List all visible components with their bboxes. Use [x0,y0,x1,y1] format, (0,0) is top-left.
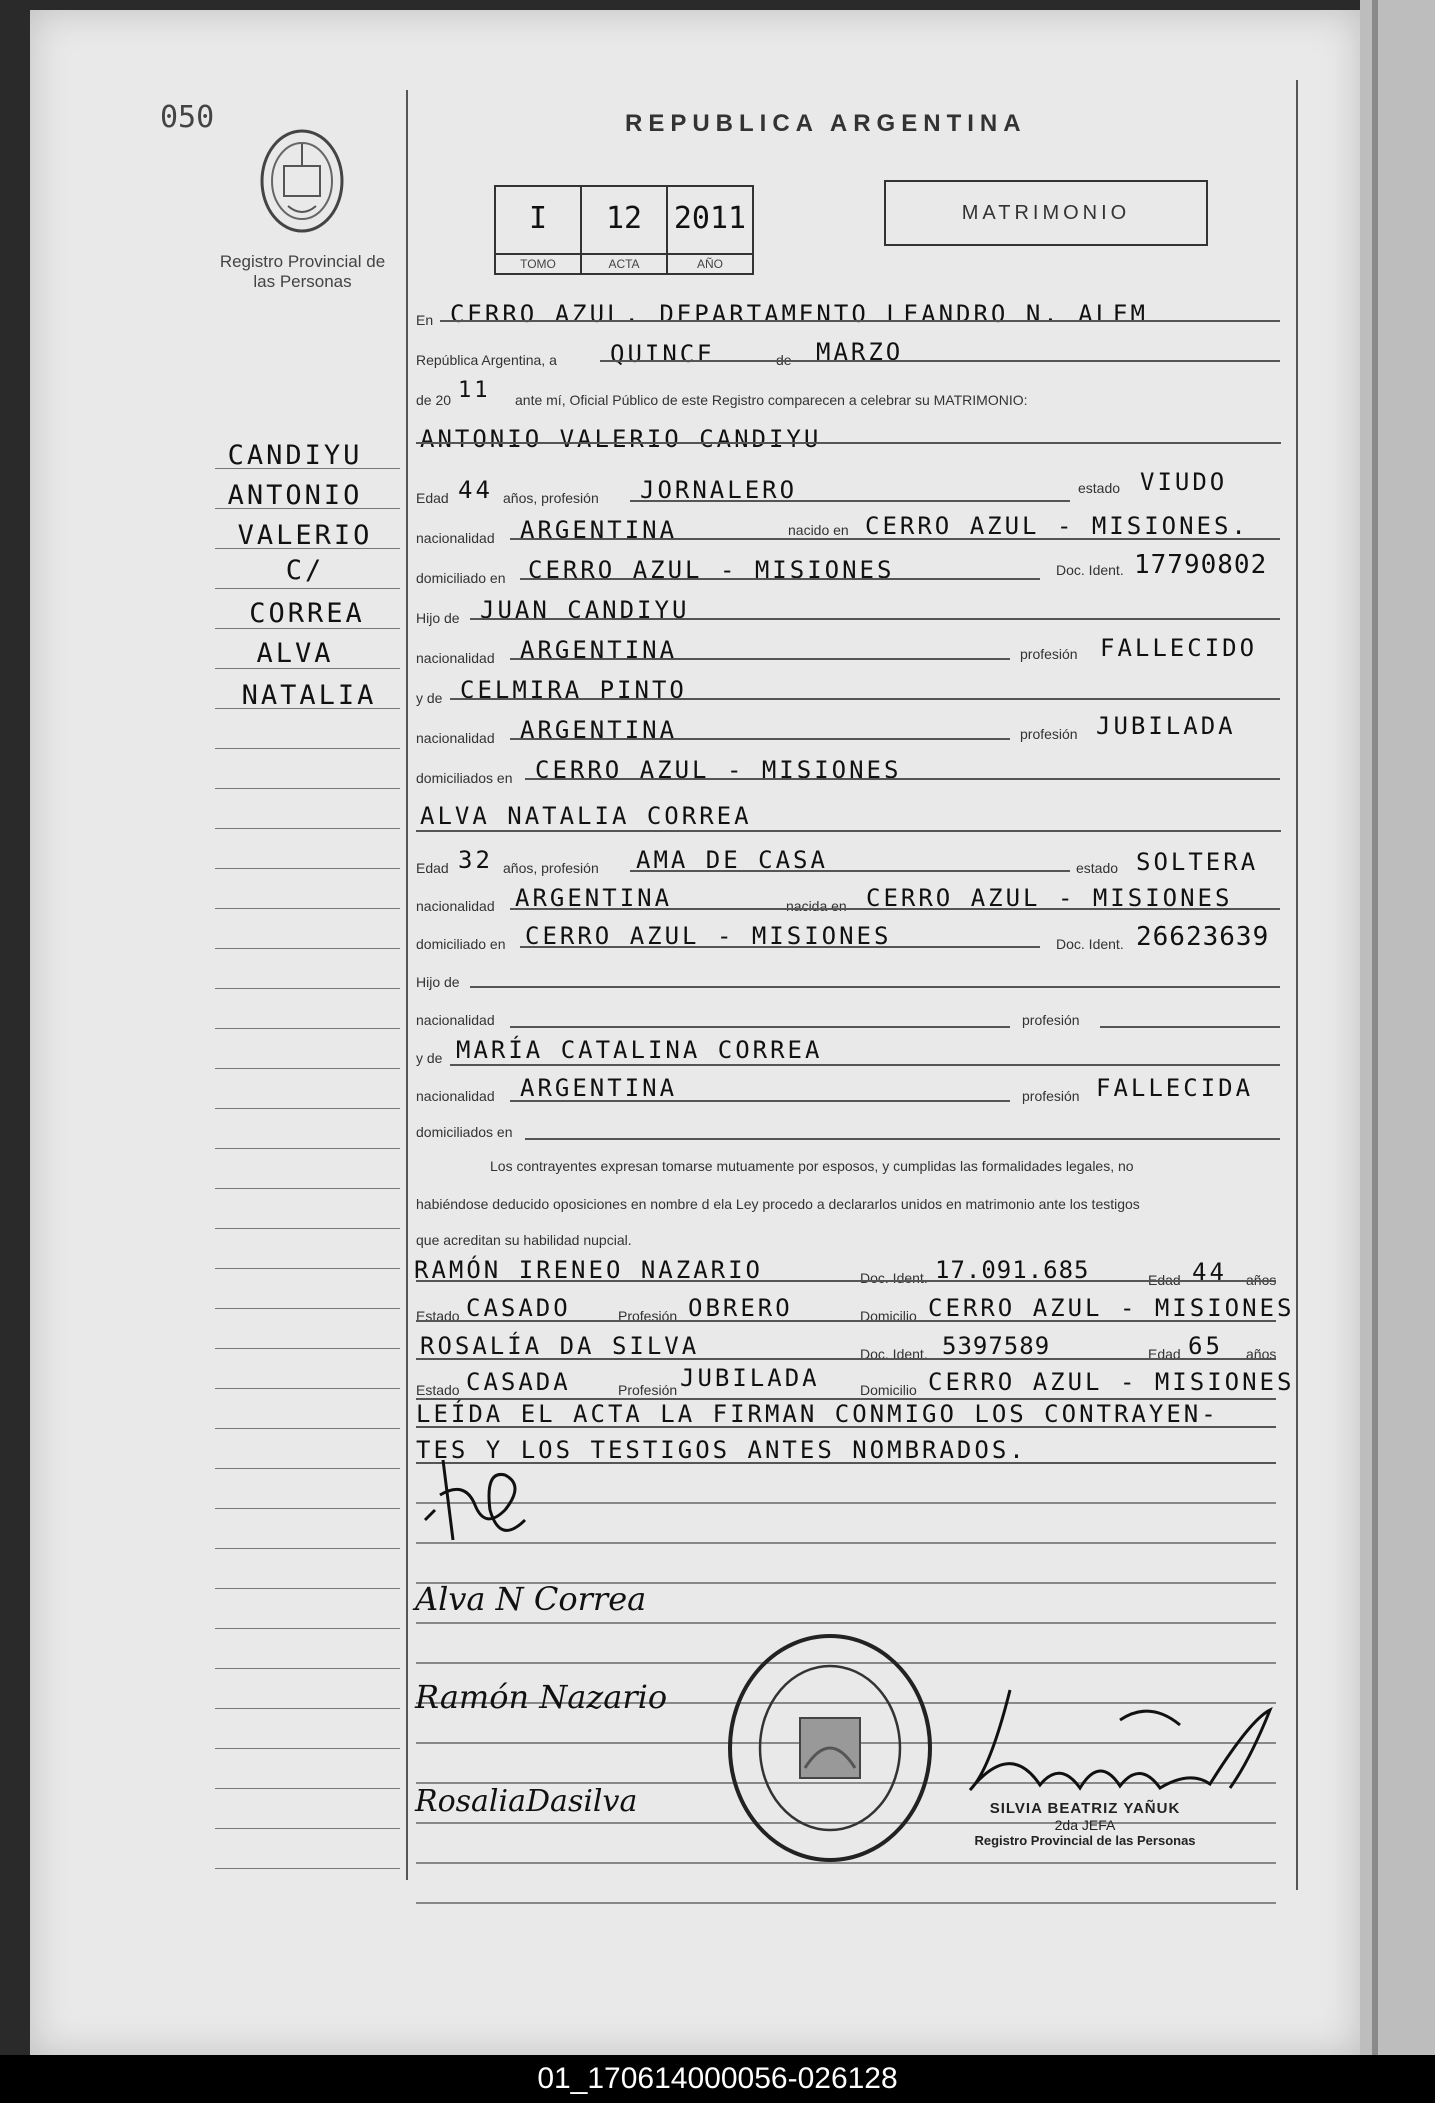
mother-nat-line [510,738,1010,740]
witness2-address: CERRO AZUL - MISIONES [928,1368,1295,1396]
margin-rule [215,1588,400,1589]
witness2-profession: JUBILADA [680,1364,820,1392]
nacionalidad-label: nacionalidad [416,650,495,666]
margin-rule [215,548,400,549]
margin-name-line: ALVA [256,638,334,669]
witness1-name: RAMÓN IRENEO NAZARIO [414,1256,763,1284]
margin-rule [215,1788,400,1789]
closing-line-2: TES Y LOS TESTIGOS ANTES NOMBRADOS. [416,1436,1027,1464]
profesion-label: profesión [1020,726,1078,742]
doc-label: Doc. Ident. [860,1270,928,1286]
margin-name-line: CANDIYU [227,440,363,471]
witness1-profession: OBRERO [688,1294,793,1322]
mother-line [450,698,1280,700]
groom-mother-nationality: ARGENTINA [520,716,678,744]
declaration-line-3: que acreditan su habilidad nupcial. [416,1232,632,1248]
margin-rule [215,1028,400,1029]
acta-label: ACTA [582,253,666,273]
father-nat-line [510,658,1010,660]
nacido-label: nacido en [788,522,849,538]
declaration-line-2: habiéndose deducido oposiciones en nombre d ela Ley procedo a declararlos unidos en matrimonio ante los testigos [416,1196,1140,1212]
republica-label: República Argentina, a [416,352,557,368]
estado-label: estado [1078,480,1121,496]
margin-rule [215,1868,400,1869]
margin-rule [215,748,400,749]
bride-name-line [416,830,1281,832]
margin-rule [215,1508,400,1509]
official-block [950,1800,1220,1848]
groom-doc: 17790802 [1134,550,1268,580]
ano-label: AÑO [668,253,752,273]
official-name: SILVIA BEATRIZ YAÑUK [989,1800,1181,1817]
margin-rule [215,1108,400,1109]
yde-label: y de [416,1050,443,1066]
year-prefix: de 20 [416,392,452,408]
margin-rule [215,668,400,669]
signature-rule [416,1902,1276,1904]
hijo-label: Hijo de [416,974,460,990]
de-label: de [776,352,792,368]
profesion-label: profesión [1022,1012,1080,1028]
anos-label: años [1246,1346,1277,1362]
margin-rule [215,1828,400,1829]
margin-rule [215,468,400,469]
birth-line [510,538,1280,540]
bride-mother-nationality: ARGENTINA [520,1074,678,1102]
margin-rule [215,908,400,909]
groom-father-profession: FALLECIDO [1100,634,1258,662]
margin-rule [215,1148,400,1149]
margin-rule [215,828,400,829]
witness1-address: CERRO AZUL - MISIONES [928,1294,1295,1322]
anos-profesion-label: años, profesión [503,860,599,876]
domiciliados-label: domiciliados en [416,1124,513,1140]
margin-rule [215,1268,400,1269]
witness1-line-2 [416,1320,1276,1322]
groom-father-nationality: ARGENTINA [520,636,678,664]
edad-label: Edad [416,490,449,506]
groom-address: CERRO AZUL - MISIONES [528,556,895,584]
estado-label: Estado [416,1382,460,1398]
margin-rule [215,1308,400,1309]
bride-mother-profession: FALLECIDA [1096,1074,1254,1102]
edad-label: Edad [416,860,449,876]
bride-name: ALVA NATALIA CORREA [420,802,752,830]
declaration-line-1: Los contrayentes expresan tomarse mutuamente por esposos, y cumplidas las formalidades legales, no [490,1158,1134,1174]
margin-name-line: NATALIA [241,680,377,711]
domicilio-label: Domicilio [860,1382,917,1398]
bride-mother: MARÍA CATALINA CORREA [456,1036,823,1064]
bride-mother-nat-line [510,1100,1010,1102]
place-line [440,320,1280,322]
closing-line-1: LEÍDA EL ACTA LA FIRMAN CONMIGO LOS CONTRAYEN- [416,1400,1219,1428]
margin-rule [215,948,400,949]
hijo-label: Hijo de [416,610,460,626]
witness2-status: CASADA [466,1368,571,1396]
anos-profesion-label: años, profesión [503,490,599,506]
yde-label: y de [416,690,443,706]
groom-name: ANTONIO VALERIO CANDIYU [420,425,822,453]
margin-rule [215,1068,400,1069]
witness2-name: ROSALÍA DA SILVA [420,1332,700,1360]
margin-name-line: VALERIO [237,520,373,551]
margin-rule [215,1708,400,1709]
bride-status: SOLTERA [1136,848,1259,876]
groom-mother: CELMIRA PINTO [460,676,687,704]
official-signature-icon [950,1680,1290,1810]
signature-rule [416,1622,1276,1624]
domiciliado-label: domiciliado en [416,570,506,586]
bride-address-line [520,946,1040,948]
nacionalidad-label: nacionalidad [416,1088,495,1104]
month-value: MARZO [816,338,904,366]
nacionalidad-label: nacionalidad [416,730,495,746]
margin-rule [215,588,400,589]
witness1-signature: Ramón Nazario [415,1678,668,1716]
bride-parents-address-line [525,1138,1280,1140]
groom-parents-address: CERRO AZUL - MISIONES [535,756,902,784]
margin-name-line: C/ [285,555,325,586]
ano-value: 2011 [673,201,747,236]
bride-profession-line [630,870,1070,872]
margin-rule [215,508,400,509]
day-value: QUINCE [610,340,715,368]
signature-rule [416,1502,1276,1504]
witness2-signature: RosaliaDasilva [415,1784,638,1819]
edad-label: Edad [1148,1272,1181,1288]
witness1-status: CASADO [466,1294,571,1322]
profesion-label: Profesión [618,1382,678,1398]
groom-signature-icon [415,1450,545,1550]
tomo-cell [496,187,582,273]
nacida-label: nacida en [786,898,847,914]
margin-rule [215,1188,400,1189]
official-role: 2da JEFA [1054,1817,1116,1833]
margin-divider [406,90,408,1880]
bride-birthplace: CERRO AZUL - MISIONES [866,884,1233,912]
domiciliados-label: domiciliados en [416,770,513,786]
doc-label: Doc. Ident. [1056,562,1124,578]
estado-label: estado [1076,860,1119,876]
anos-label: años [1246,1272,1277,1288]
bride-nationality: ARGENTINA [515,884,673,912]
profesion-label: profesión [1020,646,1078,662]
bride-birth-line [510,908,1280,910]
witness1-line [416,1280,1276,1282]
margin-rule [215,628,400,629]
closing-rule-2 [416,1462,1276,1464]
groom-birthplace: CERRO AZUL - MISIONES. [865,512,1249,540]
witness2-line [416,1358,1276,1360]
image-id-footer: 01_170614000056-026128 [0,2055,1435,2103]
margin-rule [215,1388,400,1389]
witness1-age: 44 [1192,1258,1227,1286]
folio-number: 050 [160,100,215,135]
nacionalidad-label: nacionalidad [416,530,495,546]
margin-rule [215,1628,400,1629]
bride-age: 32 [458,846,493,874]
provincial-seal-icon [258,126,346,236]
profesion-label: profesión [1022,1088,1080,1104]
groom-nationality: ARGENTINA [520,516,678,544]
domicilio-label: Domicilio [860,1308,917,1324]
groom-mother-profession: JUBILADA [1096,712,1236,740]
page-title: REPUBLICA ARGENTINA [625,110,1027,137]
groom-profession: JORNALERO [640,476,798,504]
margin-rule [215,1748,400,1749]
acta-value: 12 [605,201,643,236]
margin-rule [215,708,400,709]
registry-stamp-icon [720,1628,940,1868]
bride-signature: Alva N Correa [415,1580,647,1618]
parents-address-line [525,778,1280,780]
doc-label: Doc. Ident. [860,1346,928,1362]
groom-father: JUAN CANDIYU [480,596,690,624]
witness2-age: 65 [1188,1332,1223,1360]
bride-profession: AMA DE CASA [636,846,828,874]
margin-rule [215,1548,400,1549]
tomo-label: TOMO [496,253,580,273]
ano-cell [668,187,752,273]
bride-father-prof-line [1100,1026,1280,1028]
bride-mother-line [450,1064,1280,1066]
bride-father-nat-line [510,1026,1010,1028]
groom-status: VIUDO [1140,468,1228,496]
profession-line [630,500,1070,502]
witness2-doc: 5397589 [942,1332,1051,1360]
intro-text: ante mí, Oficial Público de este Registro comparecen a celebrar su MATRIMONIO: [515,392,1028,408]
margin-name-line: CORREA [249,598,365,629]
margin-rule [215,988,400,989]
tomo-acta-ano-box [494,185,754,275]
bride-address: CERRO AZUL - MISIONES [525,922,892,950]
nacionalidad-label: nacionalidad [416,1012,495,1028]
groom-age: 44 [458,476,493,504]
signature-rule [416,1542,1276,1544]
groom-name-line [416,442,1281,444]
margin-rule [215,1428,400,1429]
address-line [520,578,1040,580]
margin-rule [215,1348,400,1349]
bride-father-line [470,986,1280,988]
year-suffix: 11 [458,378,491,403]
page-edge-shadow [1372,0,1378,2055]
place-value: CERRO AZUL. DEPARTAMENTO LEANDRO N. ALEM [450,300,1148,328]
registry-label: Registro Provincial de las Personas [219,252,386,291]
domiciliado-label: domiciliado en [416,936,506,952]
estado-label: Estado [416,1308,460,1324]
record-type-box: MATRIMONIO [884,180,1208,246]
acta-cell [582,187,668,273]
witness1-doc: 17.091.685 [935,1256,1090,1284]
nacionalidad-label: nacionalidad [416,898,495,914]
father-line [470,618,1280,620]
margin-name-line: ANTONIO [227,480,363,511]
margin-rule [215,788,400,789]
en-label: En [416,312,434,328]
bride-doc: 26623639 [1136,922,1270,952]
edad-label: Edad [1148,1346,1181,1362]
date-line [600,360,1280,362]
margin-rule [215,1228,400,1229]
profesion-label: Profesión [618,1308,678,1324]
margin-rule [215,1668,400,1669]
doc-label: Doc. Ident. [1056,936,1124,952]
margin-rule [215,1468,400,1469]
margin-rule [215,868,400,869]
tomo-value: I [528,201,548,236]
closing-rule-1 [416,1426,1276,1428]
right-border [1296,80,1298,1890]
official-office: Registro Provincial de las Personas [974,1833,1196,1848]
